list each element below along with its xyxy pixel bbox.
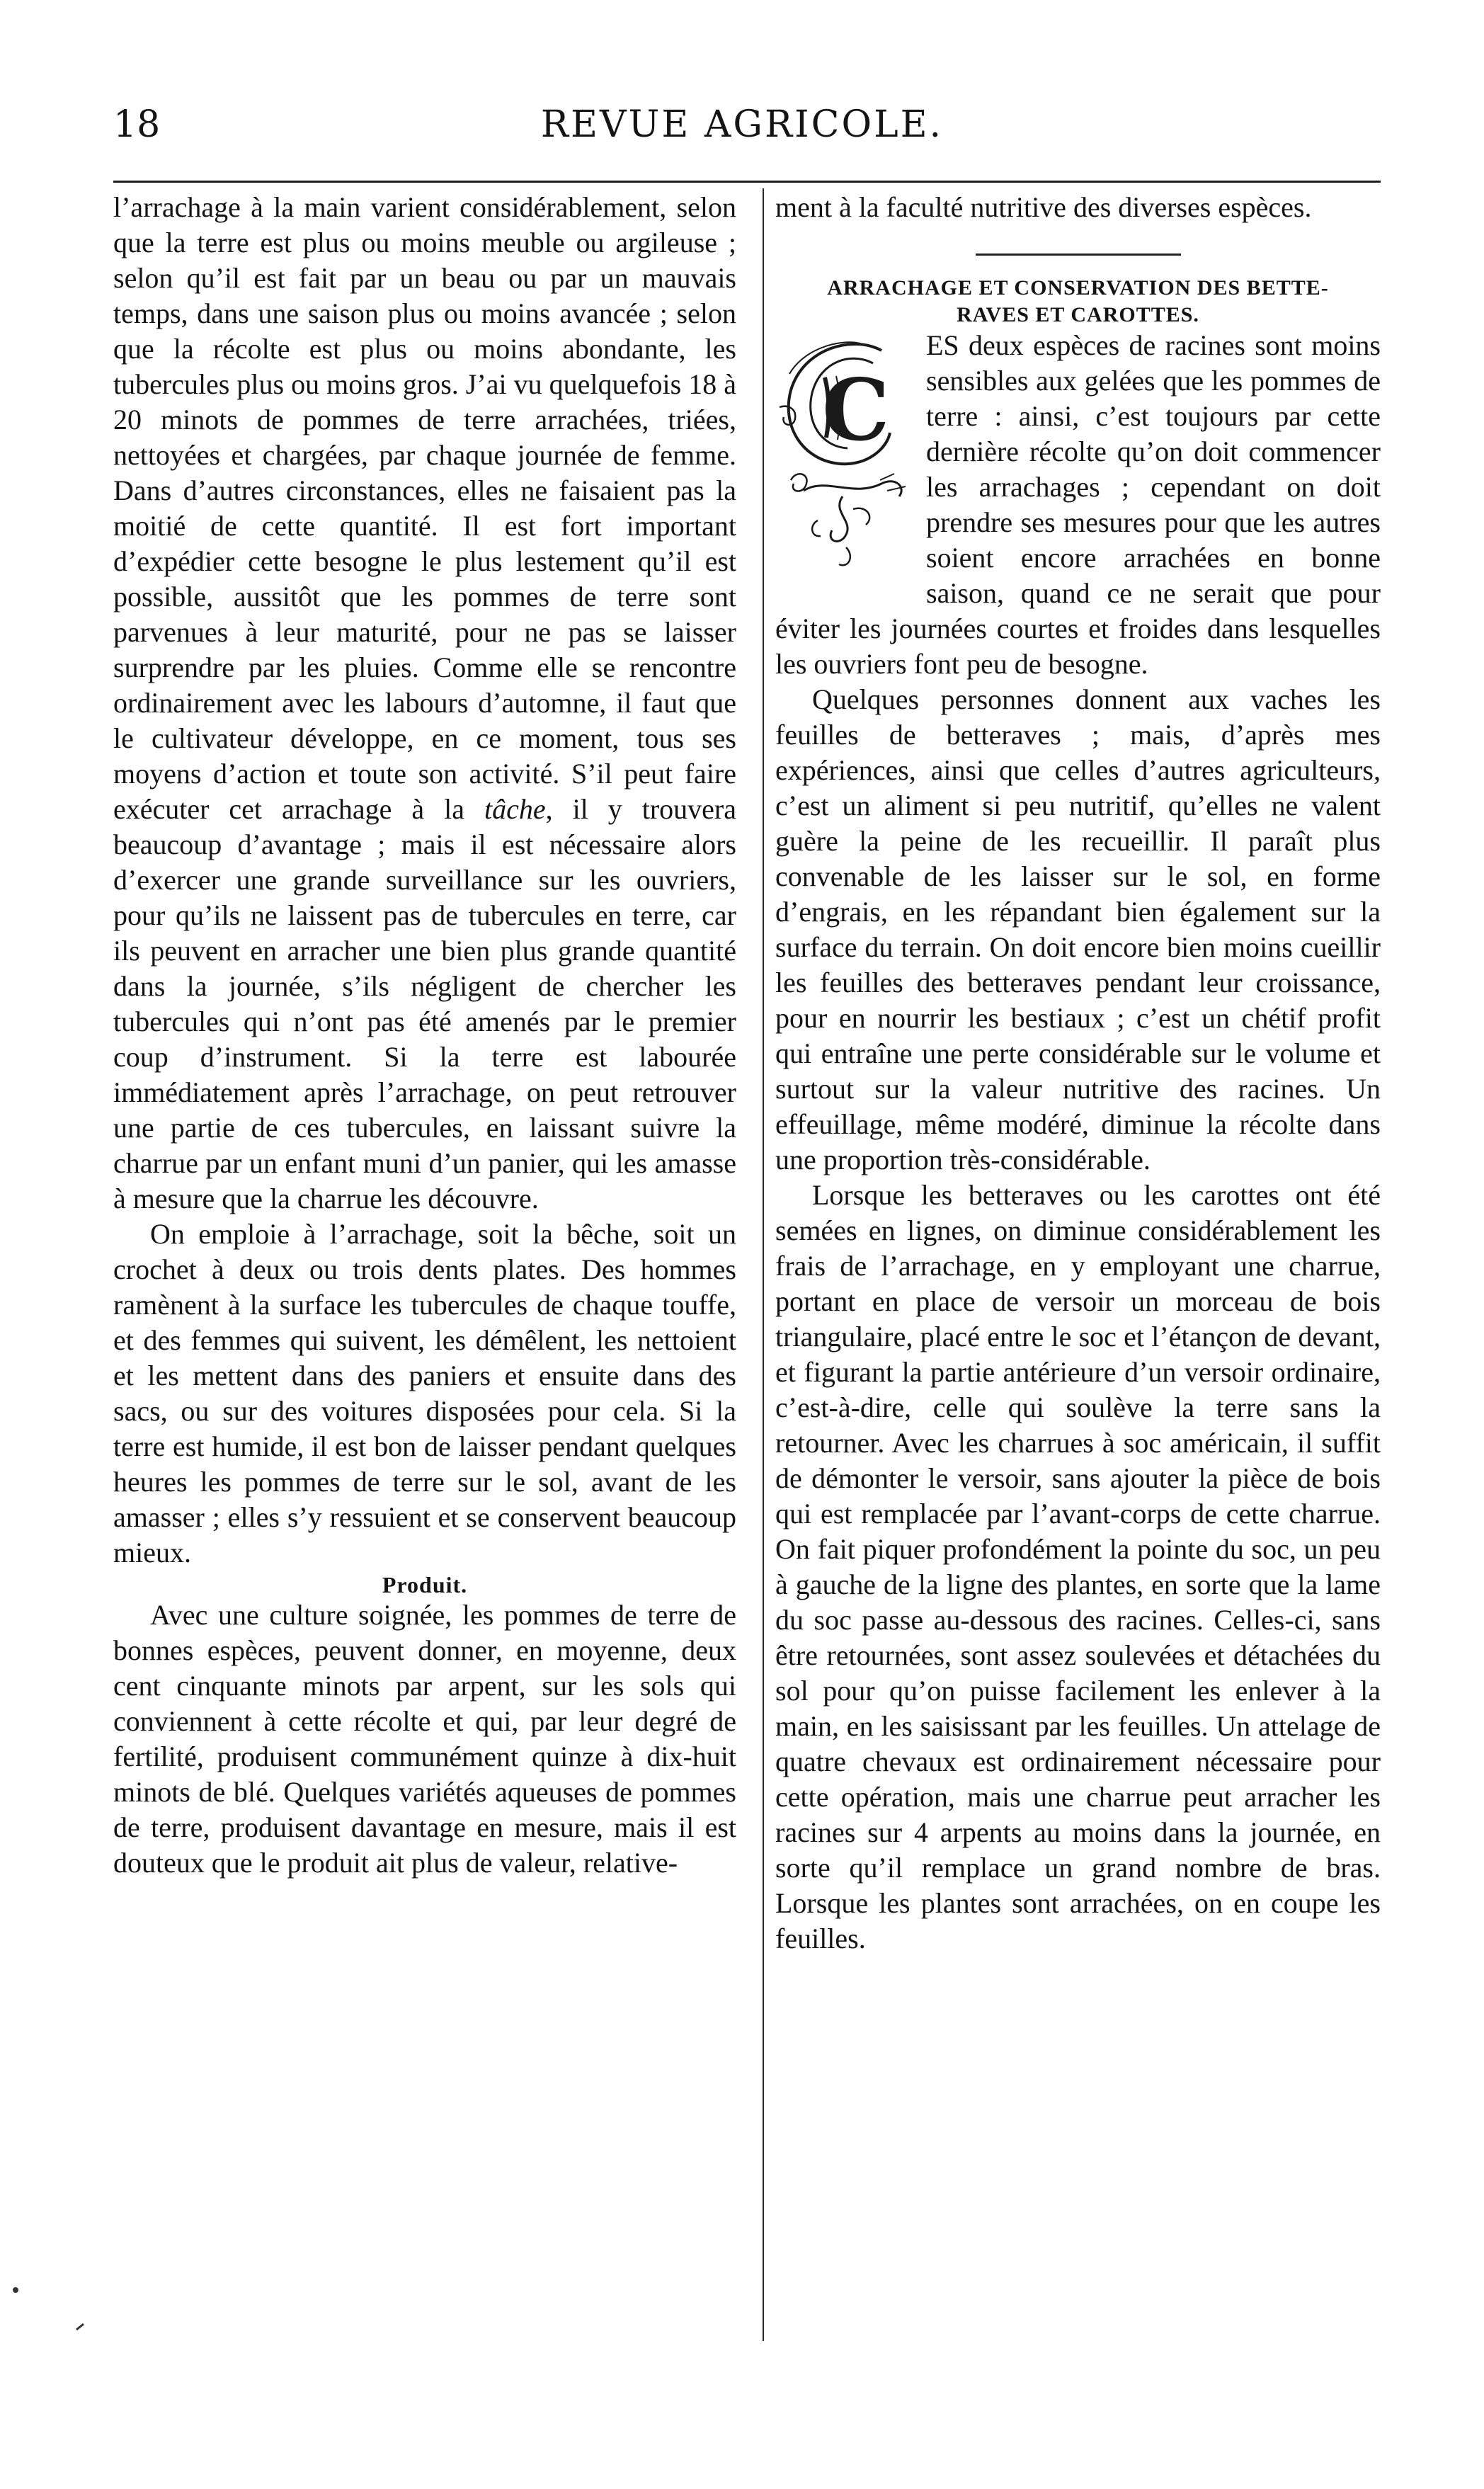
left-paragraph-1 <box>113 190 736 1217</box>
section-heading-line-1: ARRACHAGE ET CONSERVATION DES BETTE- <box>827 276 1329 300</box>
left-paragraph-3: Avec une culture soignée, les pommes de terre de bonnes espèces, peuvent donner, en moyenne, deux cent cinquante minots par arpent, sur les sols qui conviennent à cette récolte et qui, par leur degré de fertilité, produisent communément quinze à dix-huit minots de blé. Quelques variétés aqueuses de pommes de terre, produisent davantage en mesure, mais il est douteux que le produit ait plus de valeur, relative- <box>113 1599 736 1879</box>
section-rule <box>976 254 1181 256</box>
italic-tache: tâche <box>484 793 546 825</box>
left-paragraph-1-text: l’arrachage à la main varient considérablement, selon que la terre est plus ou moins meuble ou argileuse ; selon qu’il est fait par un beau ou par un mauvais temps, dans une saison plus ou moins avancée ; selon que la récolte est plus ou moins abondante, les tubercules plus ou moins gros. J’ai vu quelquefois 18 à 20 minots de pommes de terre arrachées, triées, nettoyées et chargées, par chaque journée de femme. Dans d’autres circonstances, elles ne faisaient pas la moitié de cette quantité. Il est fort important d’expédier cette besogne le plus lestement qu’il est possible, aussitôt que les pommes de terre sont parvenues à leur maturité, pour ne pas se laisser surprendre par les pluies. Comme elle se rencontre ordinairement avec les labours d’automne, il faut que le cultivateur développe, en ce moment, tous ses moyens d’action et toute son activité. S’il peut faire exécuter cet arrachage à la <box>113 191 736 825</box>
section-heading-line-2: RAVES ET CAROTTES. <box>957 303 1199 326</box>
ornament-flourish-icon <box>775 335 913 576</box>
decorative-initial-c <box>775 335 913 576</box>
left-paragraph-1-end: , il y trouvera beaucoup d’avantage ; mais il est nécessaire alors d’exercer une grande surveillance sur les ouvriers, pour qu’ils ne laissent pas de tubercules en terre, car ils peuvent en arracher une bien plus grande quantité dans la journée, s’ils négligent de chercher les tubercules qui n’ont pas été amenés par le premier coup d’instrument. Si la terre est labourée immédiatement après l’arrachage, on peut retrouver une partie de ces tubercules, en laissant suivre la charrue par un enfant muni d’un panier, qui les amasse à mesure que la charrue les découvre. <box>113 793 736 1214</box>
right-column <box>775 190 1381 1957</box>
column-divider <box>763 188 764 2341</box>
dropcap-letter: C <box>822 360 890 460</box>
page-number: 18 <box>113 103 161 146</box>
running-title: REVUE AGRICOLE. <box>540 103 944 146</box>
left-column <box>113 190 736 1881</box>
right-paragraph-2: Quelques personnes donnent aux vaches les feuilles de betteraves ; mais, d’après mes expériences, ainsi que celles d’autres agriculteurs, c’est un aliment si peu nutritif, qu’elles ne valent guère la peine de les recueillir. Il paraît plus convenable de les laisser sur le sol, en forme d’engrais, en les répandant bien également sur la surface du terrain. On doit encore bien moins cueillir les feuilles des betteraves pendant leur croissance, pour en nourrir les bestiaux ; c’est un chétif profit qui entraîne une perte considérable sur le volume et surtout sur la valeur nutritive des racines. Un effeuillage, même modéré, diminue la récolte dans une proportion très-considérable. <box>775 683 1381 1175</box>
right-paragraph-1-text: ES deux espèces de racines sont moins sensibles aux gelées que les pommes de terre : ainsi, c’est toujours par cette dernière récolte qu’on doit commencer les arrachages ; cependant on doit prendre ses mesures pour que les autres soient encore arrachées en bonne saison, quand ce ne serait que pour éviter les journées courtes et froides dans lesquelles les ouvriers font peu de besogne. <box>775 329 1381 680</box>
right-paragraph-1 <box>775 328 1381 682</box>
header-rule <box>113 181 1381 183</box>
right-paragraph-3: Lorsque les betteraves ou les carottes ont été semées en lignes, on diminue considérablement les frais de l’arrachage, en y employant une charrue, portant en place de versoir un morceau de bois triangulaire, placé entre le soc et l’étançon de devant, et figurant la partie antérieure d’un versoir ordinaire, c’est-à-dire, celle qui soulève la terre sans la retourner. Avec les charrues à soc américain, il suffit de démonter le versoir, sans ajouter la pièce de bois qui est remplacée par l’avant-corps de cette charrue. On fait piquer profondément la pointe du soc, un peu à gauche de la ligne des plantes, en sorte que la lame du soc passe au-dessous des racines. Celles-ci, sans être retournées, sont assez soulevées et détachées du sol pour qu’on puisse facilement les enlever à la main, en les saisissant par les feuilles. Un attelage de quatre chevaux est ordinairement nécessaire pour cette opération, mais une charrue peut arracher les racines sur 4 arpents au moins dans la journée, en sorte qu’il remplace un grand nombre de bras. Lorsque les plantes sont arrachées, on en coupe les feuilles. <box>775 1179 1381 1954</box>
left-paragraph-2: On emploie à l’arrachage, soit la bêche, soit un crochet à deux ou trois dents plates. Des hommes ramènent à la surface les tubercules de chaque touffe, et des femmes qui suivent, les démêlent, les nettoient et les mettent dans des paniers et ensuite dans des sacs, ou sur des voitures disposées pour cela. Si la terre est humide, il est bon de laisser pendant quelques heures les pommes de terre sur le sol, avant de les amasser ; elles s’y ressuient et se conservent beaucoup mieux. <box>113 1218 736 1568</box>
subheading-produit: Produit. <box>382 1572 468 1597</box>
right-continuation: ment à la faculté nutritive des diverses espèces. <box>775 191 1312 223</box>
